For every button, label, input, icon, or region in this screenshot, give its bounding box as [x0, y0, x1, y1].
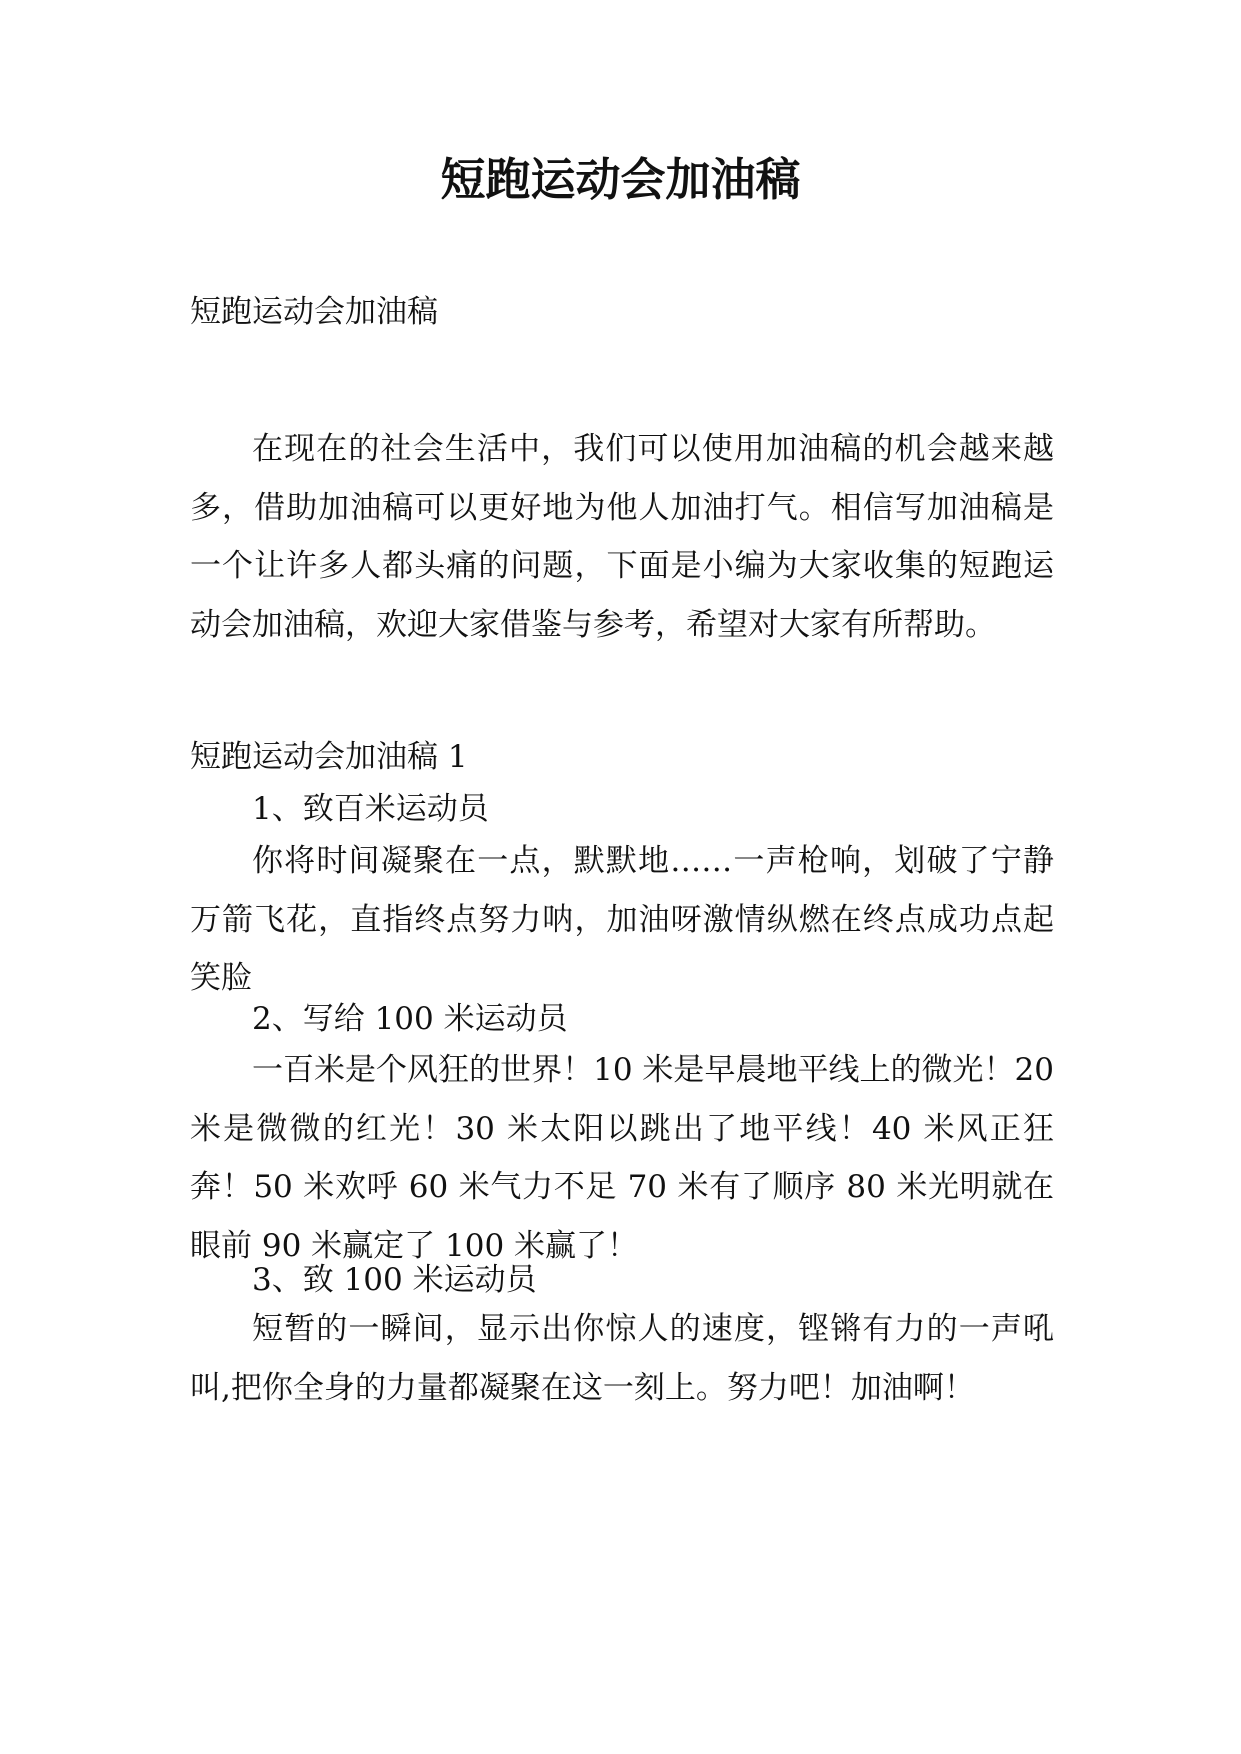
intro-paragraph: 在现在的社会生活中，我们可以使用加油稿的机会越来越多，借助加油稿可以更好地为他人加油打气。相信写加油稿是一个让许多人都头痛的问题，下面是小编为大家收集的短跑运动会加油稿，欢迎大家借鉴与参考，希望对大家有所帮助。	[190, 431, 1054, 643]
item-heading-2: 2、写给 100 米运动员	[252, 1001, 568, 1037]
item-text-2: 一百米是个风狂的世界！10 米是早晨地平线上的微光！20 米是微微的红光！30 米太阳以跳出了地平线！40 米风正狂奔！50 米欢呼 60 米气力不足 70 米有了顺序 80 米光明就在眼前 90 米赢定了 100 米赢了！	[190, 1052, 1054, 1264]
item-text-3: 短暂的一瞬间，显示出你惊人的速度，铿锵有力的一声吼叫,把你全身的力量都凝聚在这一刻上。努力吧！加油啊！	[190, 1311, 1054, 1406]
document-subtitle: 短跑运动会加油稿	[190, 294, 438, 330]
item-text-1: 你将时间凝聚在一点，默默地……一声枪响，划破了宁静万箭飞花，直指终点努力呐，加油呀激情纵燃在终点成功点起笑脸	[190, 843, 1054, 996]
document-title: 短跑运动会加油稿	[440, 153, 801, 206]
section-heading: 短跑运动会加油稿 1	[190, 739, 468, 775]
item-heading-3: 3、致 100 米运动员	[252, 1262, 537, 1298]
item-heading-1: 1、致百米运动员	[252, 791, 489, 827]
